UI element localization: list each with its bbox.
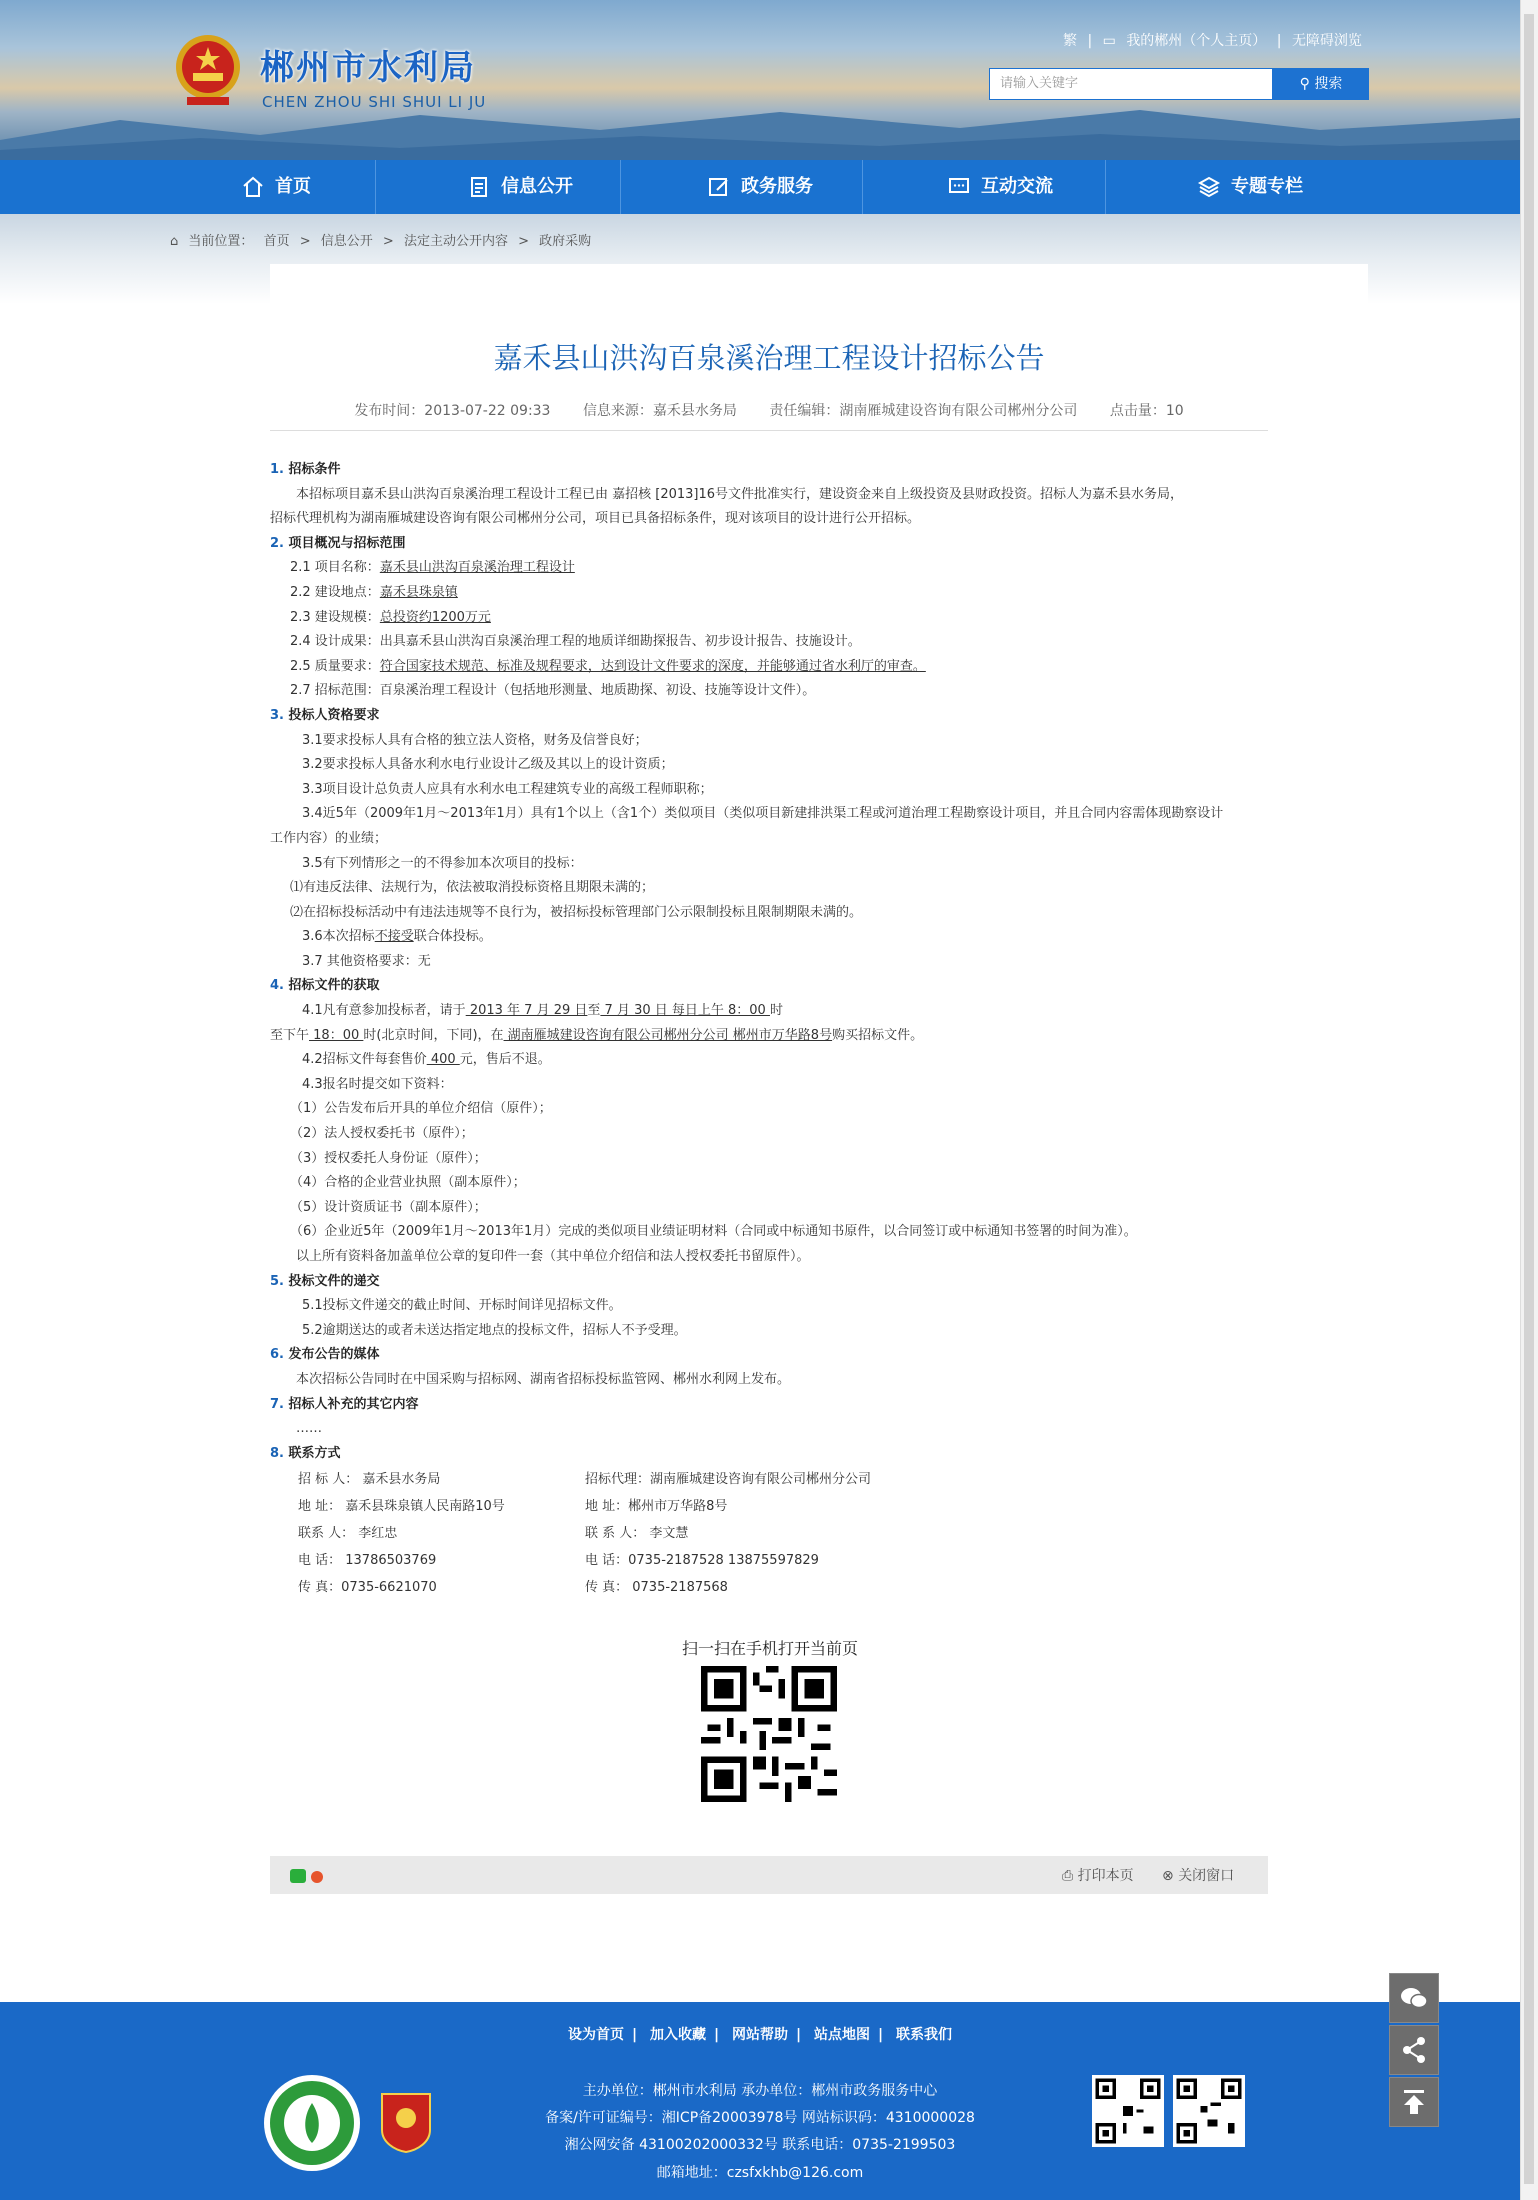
arrow-up-icon <box>1390 2078 1438 2126</box>
nav-item-special-topics[interactable] <box>1140 160 1360 214</box>
contact-cell: 联 系 人： 李文慧 <box>585 1526 689 1541</box>
section-heading: 8. 联系方式 <box>270 1445 341 1461</box>
site-name[interactable]: 郴州市水利局 <box>260 48 476 88</box>
hit-count: 点击量：10 <box>1109 403 1184 419</box>
footer-qr-code <box>1173 2075 1245 2147</box>
paragraph: 工作内容）的业绩； <box>270 830 388 846</box>
breadcrumb: ⌂ 当前位置： 首页 > 信息公开 > 法定主动公开内容 > 政府采购 <box>170 234 592 249</box>
contact-table <box>298 1466 871 1601</box>
nav-label: 互动交流 <box>981 176 1053 197</box>
paragraph: …… <box>296 1421 322 1437</box>
footer-icp[interactable]: 备案/许可证编号：湘ICP备20003978号 网站标识码：4310000028 <box>545 2110 975 2126</box>
nav-item-gov-services[interactable] <box>660 160 860 214</box>
layers-icon <box>1197 175 1221 199</box>
footer-link-contact[interactable]: 联系我们 <box>896 2027 952 2043</box>
paragraph: 2.2 建设地点：嘉禾县珠泉镇 <box>290 584 458 600</box>
paragraph: 5.2逾期送达的或者未送达指定地点的投标文件，招标人不予受理。 <box>302 1322 687 1338</box>
monitor-icon: ▭ <box>1102 33 1116 49</box>
home-icon <box>241 175 265 199</box>
footer-qr-code <box>1092 2075 1164 2147</box>
contact-cell: 地 址：郴州市万华路8号 <box>585 1499 728 1514</box>
share-float-button[interactable] <box>1389 2025 1439 2075</box>
footer-sponsor: 主办单位：郴州市水利局 承办单位：郴州市政务服务中心 <box>582 2083 938 2099</box>
contact-cell: 招标代理：湖南雁城建设咨询有限公司郴州分公司 <box>585 1472 872 1487</box>
paragraph: 本次招标公告同时在中国采购与招标网、湖南省招标投标监管网、郴州水利网上发布。 <box>296 1371 791 1387</box>
nav-label: 首页 <box>275 176 311 197</box>
breadcrumb-item-procurement[interactable]: 政府采购 <box>539 234 592 249</box>
home-icon: ⌂ <box>170 234 179 249</box>
nav-label: 专题专栏 <box>1231 176 1303 197</box>
paragraph: 2.4 设计成果：出具嘉禾县山洪沟百泉溪治理工程的地质详细勘探报告、初步设计报告、技施设计。 <box>290 634 861 650</box>
paragraph: 3.7 其他资格要求：无 <box>302 953 431 969</box>
list-item: （1）公告发布后开具的单位介绍信（原件）； <box>290 1101 552 1117</box>
search-icon: ⚲ <box>1299 76 1315 92</box>
paragraph: 2.1 项目名称：嘉禾县山洪沟百泉溪治理工程设计 <box>290 560 575 576</box>
wechat-float-button[interactable] <box>1389 1973 1439 2023</box>
list-item: （5）设计资质证书（副本原件）； <box>290 1199 487 1215</box>
article-title: 嘉禾县山洪沟百泉溪治理工程设计招标公告 <box>493 341 1045 375</box>
section-heading: 3. 投标人资格要求 <box>270 707 380 723</box>
scrollbar-thumb[interactable] <box>1524 14 1534 2184</box>
section-heading: 6. 发布公告的媒体 <box>270 1347 380 1363</box>
top-links: 繁 | ▭ 我的郴州（个人主页） | 无障碍浏览 <box>1063 33 1362 49</box>
paragraph: 3.6本次招标不接受联合体投标。 <box>302 929 492 945</box>
paragraph: 5.1投标文件递交的截止时间、开标时间详见招标文件。 <box>302 1298 622 1314</box>
paragraph: 招标代理机构为湖南雁城建设咨询有限公司郴州分公司，项目已具备招标条件，现对该项目的设计进行公开招标。 <box>270 511 921 527</box>
content-card-top <box>270 264 1368 304</box>
footer-link-help[interactable]: 网站帮助 <box>732 2027 788 2043</box>
footer-link-set-homepage[interactable]: 设为首页 <box>568 2027 624 2043</box>
weibo-share-icon[interactable] <box>311 1871 323 1883</box>
breadcrumb-item-info[interactable]: 信息公开 <box>320 234 373 249</box>
share-icon-group <box>290 1868 326 1884</box>
publish-time: 发布时间：2013-07-22 09:33 <box>354 403 551 419</box>
wechat-icon <box>1390 1974 1438 2022</box>
contact-cell: 电 话： 13786503769 <box>298 1553 437 1568</box>
paragraph: 2.7 招标范围：百泉溪治理工程设计（包括地形测量、地质勘探、初设、技施等设计文件）。 <box>290 683 816 699</box>
section-heading: 2. 项目概况与招标范围 <box>270 535 406 551</box>
close-icon: ⊗ <box>1162 1868 1179 1884</box>
nav-label: 信息公开 <box>501 176 573 197</box>
traditional-chinese-link[interactable]: 繁 <box>1063 33 1077 49</box>
personal-homepage-link[interactable]: 我的郴州（个人主页） <box>1126 33 1267 49</box>
print-label: 打印本页 <box>1077 1868 1134 1884</box>
search-input[interactable]: 请输入关键字 <box>989 68 1273 100</box>
contact-cell: 电 话：0735-2187528 13875597829 <box>585 1553 819 1568</box>
breadcrumb-item-home[interactable]: 首页 <box>263 234 290 249</box>
contact-cell: 传 真：0735-6621070 <box>298 1580 437 1595</box>
info-source: 信息来源：嘉禾县水务局 <box>582 403 737 419</box>
paragraph: 以上所有资料备加盖单位公章的复印件一套（其中单位介绍信和法人授权委托书留原件）。 <box>296 1249 810 1264</box>
breadcrumb-item-statutory[interactable]: 法定主动公开内容 <box>403 234 508 249</box>
nav-label: 政务服务 <box>741 176 813 197</box>
site-pinyin: CHEN ZHOU SHI SHUI LI JU <box>262 93 487 111</box>
footer-link-sitemap[interactable]: 站点地图 <box>814 2027 870 2043</box>
contact-cell: 地 址： 嘉禾县珠泉镇人民南路10号 <box>298 1499 505 1514</box>
nav-item-info-disclosure[interactable] <box>420 160 620 214</box>
chat-icon <box>947 175 971 199</box>
accessibility-link[interactable]: 无障碍浏览 <box>1291 33 1362 49</box>
paragraph: 3.3项目设计总负责人应具有水利水电工程建筑专业的高级工程师职称； <box>302 781 713 797</box>
list-item: （2）法人授权委托书（原件）； <box>290 1126 474 1142</box>
search-button[interactable] <box>1273 68 1369 100</box>
article-body <box>270 458 1270 1466</box>
wechat-share-icon[interactable] <box>290 1869 306 1883</box>
section-heading: 4. 招标文件的获取 <box>270 978 380 994</box>
main-nav <box>0 160 1520 214</box>
divider <box>270 430 1268 431</box>
back-to-top-button[interactable] <box>1389 2077 1439 2127</box>
national-emblem-icon <box>173 33 243 109</box>
paragraph: 至下午 18：00 时(北京时间，下同)，在 湖南雁城建设咨询有限公司郴州分公司 郴州市万华路8号购买招标文件。 <box>270 1027 924 1043</box>
nav-item-interaction[interactable] <box>900 160 1100 214</box>
list-item: （6）企业近5年（2009年1月～2013年1月）完成的类似项目业绩证明材料（合同或中标通知书原件，以合同签订或中标通知书签署的时间为准）。 <box>290 1224 1137 1240</box>
footer-links: 设为首页 | 加入收藏 | 网站帮助 | 站点地图 | 联系我们 <box>568 2027 952 2043</box>
list-item: （4）合格的企业营业执照（副本原件）； <box>290 1175 526 1191</box>
paragraph: ⑵在招标投标活动中有违法违规等不良行为，被招标投标管理部门公示限制投标且限制期限未满的。 <box>290 904 863 920</box>
paragraph: 3.5有下列情形之一的不得参加本次项目的投标： <box>302 855 583 871</box>
paragraph: 3.4近5年（2009年1月～2013年1月）具有1个以上（含1个）类似项目（类似项目新建排洪渠工程或河道治理工程勘察设计项目，并且合同内容需体现勘察设计 <box>302 806 1224 822</box>
paragraph: ⑴有违反法律、法规行为，依法被取消投标资格且期限未满的； <box>290 880 655 896</box>
section-heading: 7. 招标人补充的其它内容 <box>270 1396 419 1412</box>
paragraph: 4.2招标文件每套售价 400 元，售后不退。 <box>302 1052 551 1068</box>
close-window-link[interactable] <box>1162 1865 1234 1885</box>
paragraph: 4.1凡有意参加投标者，请于 2013 年 7 月 29 日至 7 月 30 日 每日上午 8：00 时 <box>302 1003 783 1019</box>
article-meta <box>270 400 1268 420</box>
contact-cell: 招 标 人： 嘉禾县水务局 <box>298 1472 441 1487</box>
editor: 责任编辑：湖南雁城建设咨询有限公司郴州分公司 <box>769 403 1078 419</box>
mountain-scenery <box>0 100 1520 160</box>
breadcrumb-prefix: 当前位置： <box>188 234 254 249</box>
contact-cell: 传 真： 0735-2187568 <box>585 1580 728 1595</box>
printer-icon: ⎙ <box>1062 1868 1078 1884</box>
search-button-label: 搜索 <box>1314 76 1343 92</box>
close-label: 关闭窗口 <box>1178 1868 1235 1884</box>
footer-email: 邮箱地址：czsfxkhb@126.com <box>656 2165 864 2181</box>
share-icon <box>1390 2026 1438 2074</box>
edit-icon <box>707 175 731 199</box>
qr-caption: 扫一扫在手机打开当前页 <box>681 1639 858 1658</box>
paragraph: 2.5 质量要求：符合国家技术规范、标准及规程要求，达到设计文件要求的深度，并能够通过省水利厅的审查。 <box>290 658 926 674</box>
section-heading: 1. 招标条件 <box>270 462 341 477</box>
paragraph: 2.3 建设规模：总投资约1200万元 <box>290 609 491 625</box>
print-page-link[interactable] <box>1062 1865 1134 1885</box>
section-heading: 5. 投标文件的递交 <box>270 1273 380 1289</box>
contact-cell: 联系 人： 李红忠 <box>298 1526 398 1541</box>
share-icons <box>290 1868 326 1888</box>
list-item: （3）授权委托人身份证（原件）； <box>290 1150 487 1166</box>
paragraph: 3.1要求投标人具有合格的独立法人资格，财务及信誉良好； <box>302 732 648 748</box>
paragraph: 3.2要求投标人具备水利水电行业设计乙级及其以上的设计资质； <box>302 757 674 773</box>
footer-link-bookmark[interactable]: 加入收藏 <box>650 2027 706 2043</box>
document-icon <box>467 175 491 199</box>
nav-item-home[interactable] <box>186 160 366 214</box>
footer-police-record[interactable]: 湘公网安备 43100202000332号 联系电话：0735-2199503 <box>564 2137 956 2153</box>
page-qr-code <box>701 1666 837 1802</box>
paragraph: 4.3报名时提交如下资料： <box>302 1076 453 1092</box>
paragraph: 本招标项目嘉禾县山洪沟百泉溪治理工程设计工程已由 嘉招核 [2013]16号文件批准实行，建设资金来自上级投资及县财政投资。招标人为嘉禾县水务局， <box>296 486 1184 502</box>
